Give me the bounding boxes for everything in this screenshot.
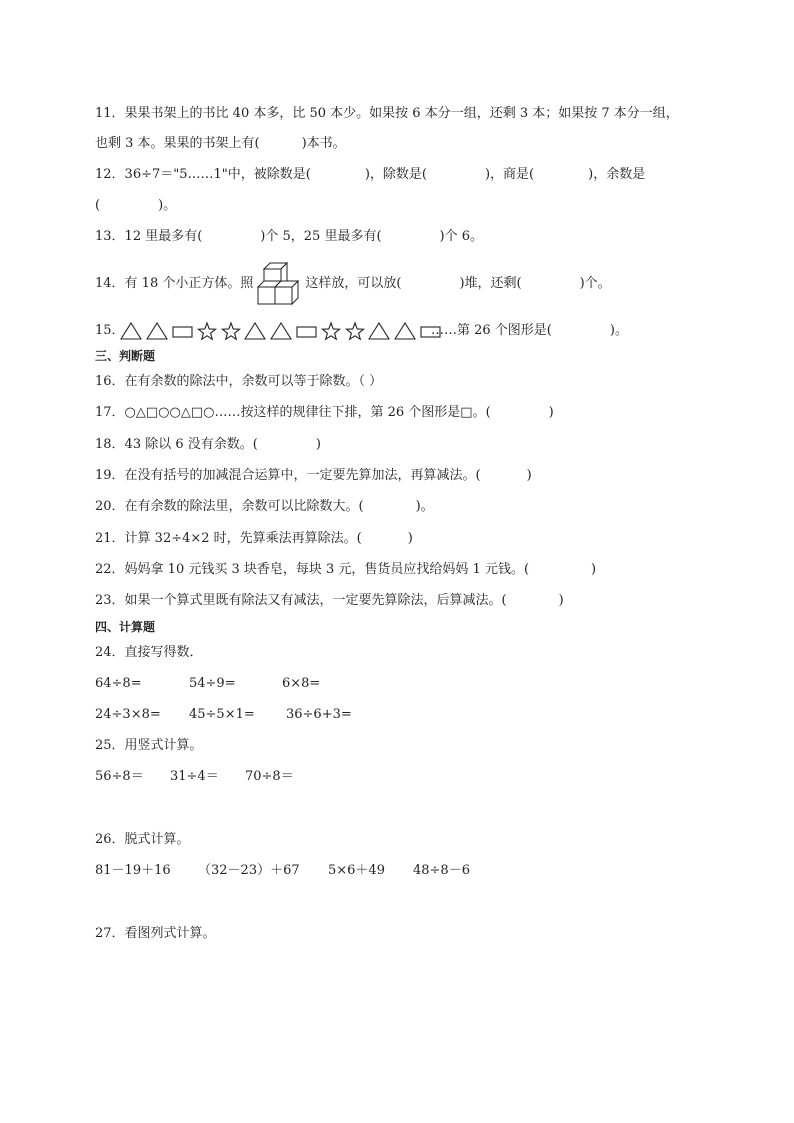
q21-text-b: ) xyxy=(407,531,413,546)
star-shape-icon xyxy=(222,323,239,339)
question-11-line-1: 11．果果书架上的书比 40 本多，比 50 本少。如果按 6 本分一组，还剩 3 本；如果按 7 本分一组， xyxy=(95,106,679,121)
question-24-title: 24．直接写得数． xyxy=(95,645,203,660)
calc-item: 54÷9= xyxy=(189,676,236,691)
cube-stack-figure xyxy=(255,258,309,308)
q17-text-a: 17．○△□○○△□○……按这样的规律往下排，第 26 个图形是□。( xyxy=(95,405,491,420)
calc-item: 81－19＋16 xyxy=(95,863,171,878)
q21-text-a: 21．计算 32÷4×2 时，先算乘法再算除法。( xyxy=(95,531,362,546)
question-15-number: 15． xyxy=(95,323,125,338)
calc-item: 31÷4＝ xyxy=(170,769,219,784)
calc-item: 64÷8= xyxy=(95,676,142,691)
q11-text-a: 也剩 3 本。果果的书架上有( xyxy=(95,136,260,151)
q13-text-b: )个 5，25 里最多有( xyxy=(260,229,382,244)
calc-item: 45÷5×1= xyxy=(189,707,255,722)
q13-text-c: )个 6。 xyxy=(439,229,484,244)
cube-front xyxy=(264,269,281,281)
triangle-shape-icon xyxy=(147,323,167,339)
question-20 xyxy=(95,499,434,515)
question-27-title: 27．看图列式计算。 xyxy=(95,926,216,941)
shape-pattern-svg xyxy=(120,321,444,341)
q18-text-b: ) xyxy=(315,437,321,452)
q12-text-c: )，商是( xyxy=(484,167,535,182)
question-17 xyxy=(95,405,554,421)
question-26-title: 26．脱式计算。 xyxy=(95,832,190,847)
triangle-shape-icon xyxy=(121,323,141,339)
calc-item: 24÷3×8= xyxy=(95,707,161,722)
question-11-line-2 xyxy=(95,136,346,152)
triangle-shape-icon xyxy=(271,323,291,339)
section-heading-calculation: 四、计算题 xyxy=(95,620,156,634)
q14-text-a: 14．有 18 个小正方体。照 xyxy=(95,276,254,291)
question-23 xyxy=(95,593,564,609)
q12-text-b: )，除数是( xyxy=(364,167,427,182)
q12-text-f: )。 xyxy=(158,198,177,213)
calc-item: 36÷6+3= xyxy=(286,707,352,722)
q15-text-a: ……第 26 个图形是( xyxy=(431,323,552,338)
triangle-shape-icon xyxy=(369,323,389,339)
question-15-tail xyxy=(431,323,628,339)
question-18 xyxy=(95,437,321,453)
q19-text-a: 19．在没有括号的加减混合运算中，一定要先算加法，再算减法。( xyxy=(95,468,481,483)
question-22 xyxy=(95,562,596,578)
calc-item: 70÷8＝ xyxy=(245,769,294,784)
q15-text-b: )。 xyxy=(609,323,628,338)
question-25-title: 25．用竖式计算。 xyxy=(95,738,203,753)
q12-text-d: )，余数是 xyxy=(588,167,646,182)
shape-pattern xyxy=(120,321,444,341)
section-heading-judgement: 三、判断题 xyxy=(95,349,156,363)
q12-text-a: 12．36÷7＝"5……1"中，被除数是( xyxy=(95,167,311,182)
q17-text-b: ) xyxy=(548,405,554,420)
calc-item: 6×8= xyxy=(282,676,321,691)
q20-text-b: )。 xyxy=(415,499,434,514)
rectangle-shape-icon xyxy=(297,327,316,337)
calc-item: 5×6＋49 xyxy=(328,863,385,878)
rectangle-shape-icon xyxy=(173,327,192,337)
calc-item: 56÷8＝ xyxy=(95,769,144,784)
question-12-line-1 xyxy=(95,167,645,183)
question-12-line-2 xyxy=(95,198,176,214)
question-13 xyxy=(95,229,483,245)
q11-text-b: )本书。 xyxy=(301,136,346,151)
triangle-shape-icon xyxy=(395,323,415,339)
star-shape-icon xyxy=(322,323,339,339)
cube-front xyxy=(275,287,292,304)
q23-text-b: ) xyxy=(558,593,564,608)
q19-text-b: ) xyxy=(526,468,532,483)
q13-text-a: 13．12 里最多有( xyxy=(95,229,203,244)
q18-text-a: 18．43 除以 6 没有余数。( xyxy=(95,437,258,452)
q22-text-b: ) xyxy=(591,562,597,577)
q22-text-a: 22．妈妈拿 10 元钱买 3 块香皂，每块 3 元，售货员应找给妈妈 1 元钱。( xyxy=(95,562,530,577)
q14-text-c: )堆，还剩( xyxy=(459,276,522,291)
question-19 xyxy=(95,468,532,484)
q23-text-a: 23．如果一个算式里既有除法又有减法，一定要先算除法，后算减法。( xyxy=(95,593,507,608)
calc-item: 48÷8－6 xyxy=(413,863,470,878)
q12-text-e: ( xyxy=(95,198,101,213)
q20-text-a: 20．在有余数的除法里，余数可以比除数大。( xyxy=(95,499,364,514)
triangle-shape-icon xyxy=(245,323,265,339)
q14-text-b: 这样放，可以放( xyxy=(305,276,402,291)
calc-item: （32－23）＋67 xyxy=(198,863,300,878)
cube-front xyxy=(258,287,275,304)
star-shape-icon xyxy=(198,323,215,339)
question-16: 16．在有余数的除法中，余数可以等于除数。（ ） xyxy=(95,374,383,389)
question-21 xyxy=(95,531,413,547)
question-14 xyxy=(95,276,611,292)
q14-text-d: )个。 xyxy=(579,276,611,291)
star-shape-icon xyxy=(346,323,363,339)
